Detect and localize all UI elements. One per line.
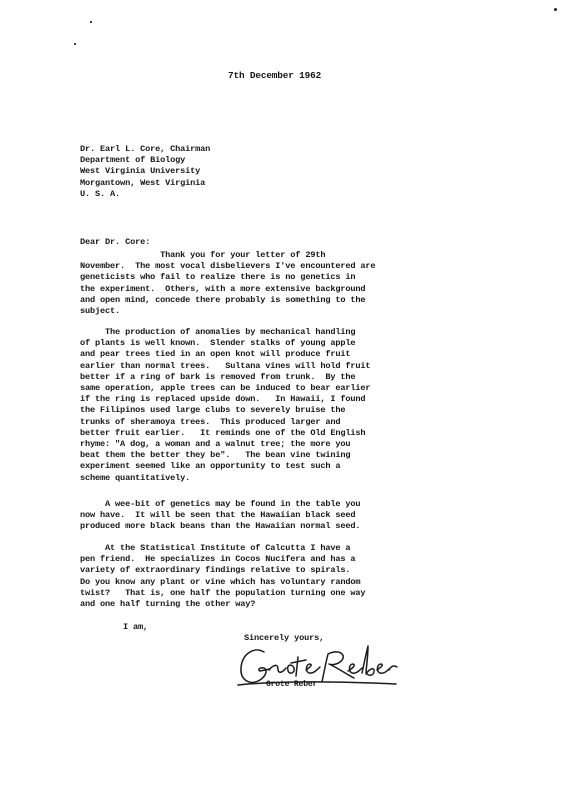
paragraph-genetics <box>80 499 360 533</box>
text-line: scheme quantitatively. <box>80 472 191 483</box>
text-line: trunks of sheramoya trees. This produced larger and <box>80 416 341 427</box>
recipient-address <box>80 144 210 200</box>
address-line: Morgantown, West Virginia <box>80 177 206 188</box>
text-line: Do you know any plant or vine which has voluntary random <box>80 576 361 587</box>
salutation: Dear Dr. Core: <box>80 237 151 247</box>
paragraph-anomalies <box>80 327 370 484</box>
text-line: and open mind, concede there probably is something to the <box>80 294 366 305</box>
text-line: rhyme: "A dog, a woman and a walnut tree; the more you <box>80 439 351 450</box>
text-line: A wee-bit of genetics may be found in the table you <box>80 499 361 509</box>
handwritten-signature <box>236 640 401 695</box>
text-line: subject. <box>80 306 121 317</box>
text-line: At the Statistical Institute of Calcutta I have a <box>80 543 351 553</box>
text-line: the experiment. Others, with a more extensive background <box>80 283 366 294</box>
text-line: November. The most vocal disbelievers I've encountered are <box>80 261 376 272</box>
text-line: and pear trees tied in an open knot will produce fruit <box>80 349 351 360</box>
text-line: variety of extraordinary findings relative to spirals. <box>80 565 351 576</box>
text-line: Thank you for your letter of 29th <box>80 250 326 260</box>
typed-name: Grote Reber <box>266 680 318 689</box>
letter-date: 7th December 1962 <box>228 70 322 81</box>
address-line: West Virginia University <box>80 166 201 177</box>
address-line: U. S. A. <box>80 188 121 199</box>
text-line: experiment seemed like an opportunity to test such a <box>80 461 341 472</box>
closing: Sincerely yours, <box>244 633 325 643</box>
text-line: better if a ring of bark is removed from trunk. By the <box>80 371 356 382</box>
paragraph-calcutta <box>80 543 365 610</box>
text-line: earlier than normal trees. Sultana vines will hold fruit <box>80 360 371 371</box>
i-am-line: I am, <box>123 622 149 632</box>
text-line: better fruit earlier. It reminds one of the Old English <box>80 427 366 438</box>
text-line: of plants is well known. Slender stalks of young apple <box>80 338 356 349</box>
text-line: produced more black beans than the Hawaiian normal seed. <box>80 521 361 532</box>
paper-speck <box>554 8 557 11</box>
paper-speck <box>90 21 92 23</box>
text-line: now have. It will be seen that the Hawaiian black seed <box>80 510 356 521</box>
address-line: Dr. Earl L. Core, Chairman <box>80 144 211 154</box>
text-line: geneticists who fail to realize there is no genetics in <box>80 272 356 283</box>
paper-speck <box>74 43 76 45</box>
text-line: and one half turning the other way? <box>80 599 256 610</box>
text-line: The production of anomalies by mechanical handling <box>80 327 356 337</box>
paragraph-thanks <box>80 250 375 317</box>
text-line: beat them the better they be". The bean vine twining <box>80 450 351 461</box>
address-line: Department of Biology <box>80 155 186 166</box>
text-line: pen friend. He specializes in Cocos Nucifera and has a <box>80 554 356 565</box>
text-line: same operation, apple trees can be induced to bear earlier <box>80 383 371 394</box>
text-line: twist? That is, one half the population turning one way <box>80 587 366 598</box>
text-line: the Filipinos used large clubs to severely bruise the <box>80 405 346 416</box>
text-line: if the ring is replaced upside down. In Hawaii, I found <box>80 394 366 405</box>
